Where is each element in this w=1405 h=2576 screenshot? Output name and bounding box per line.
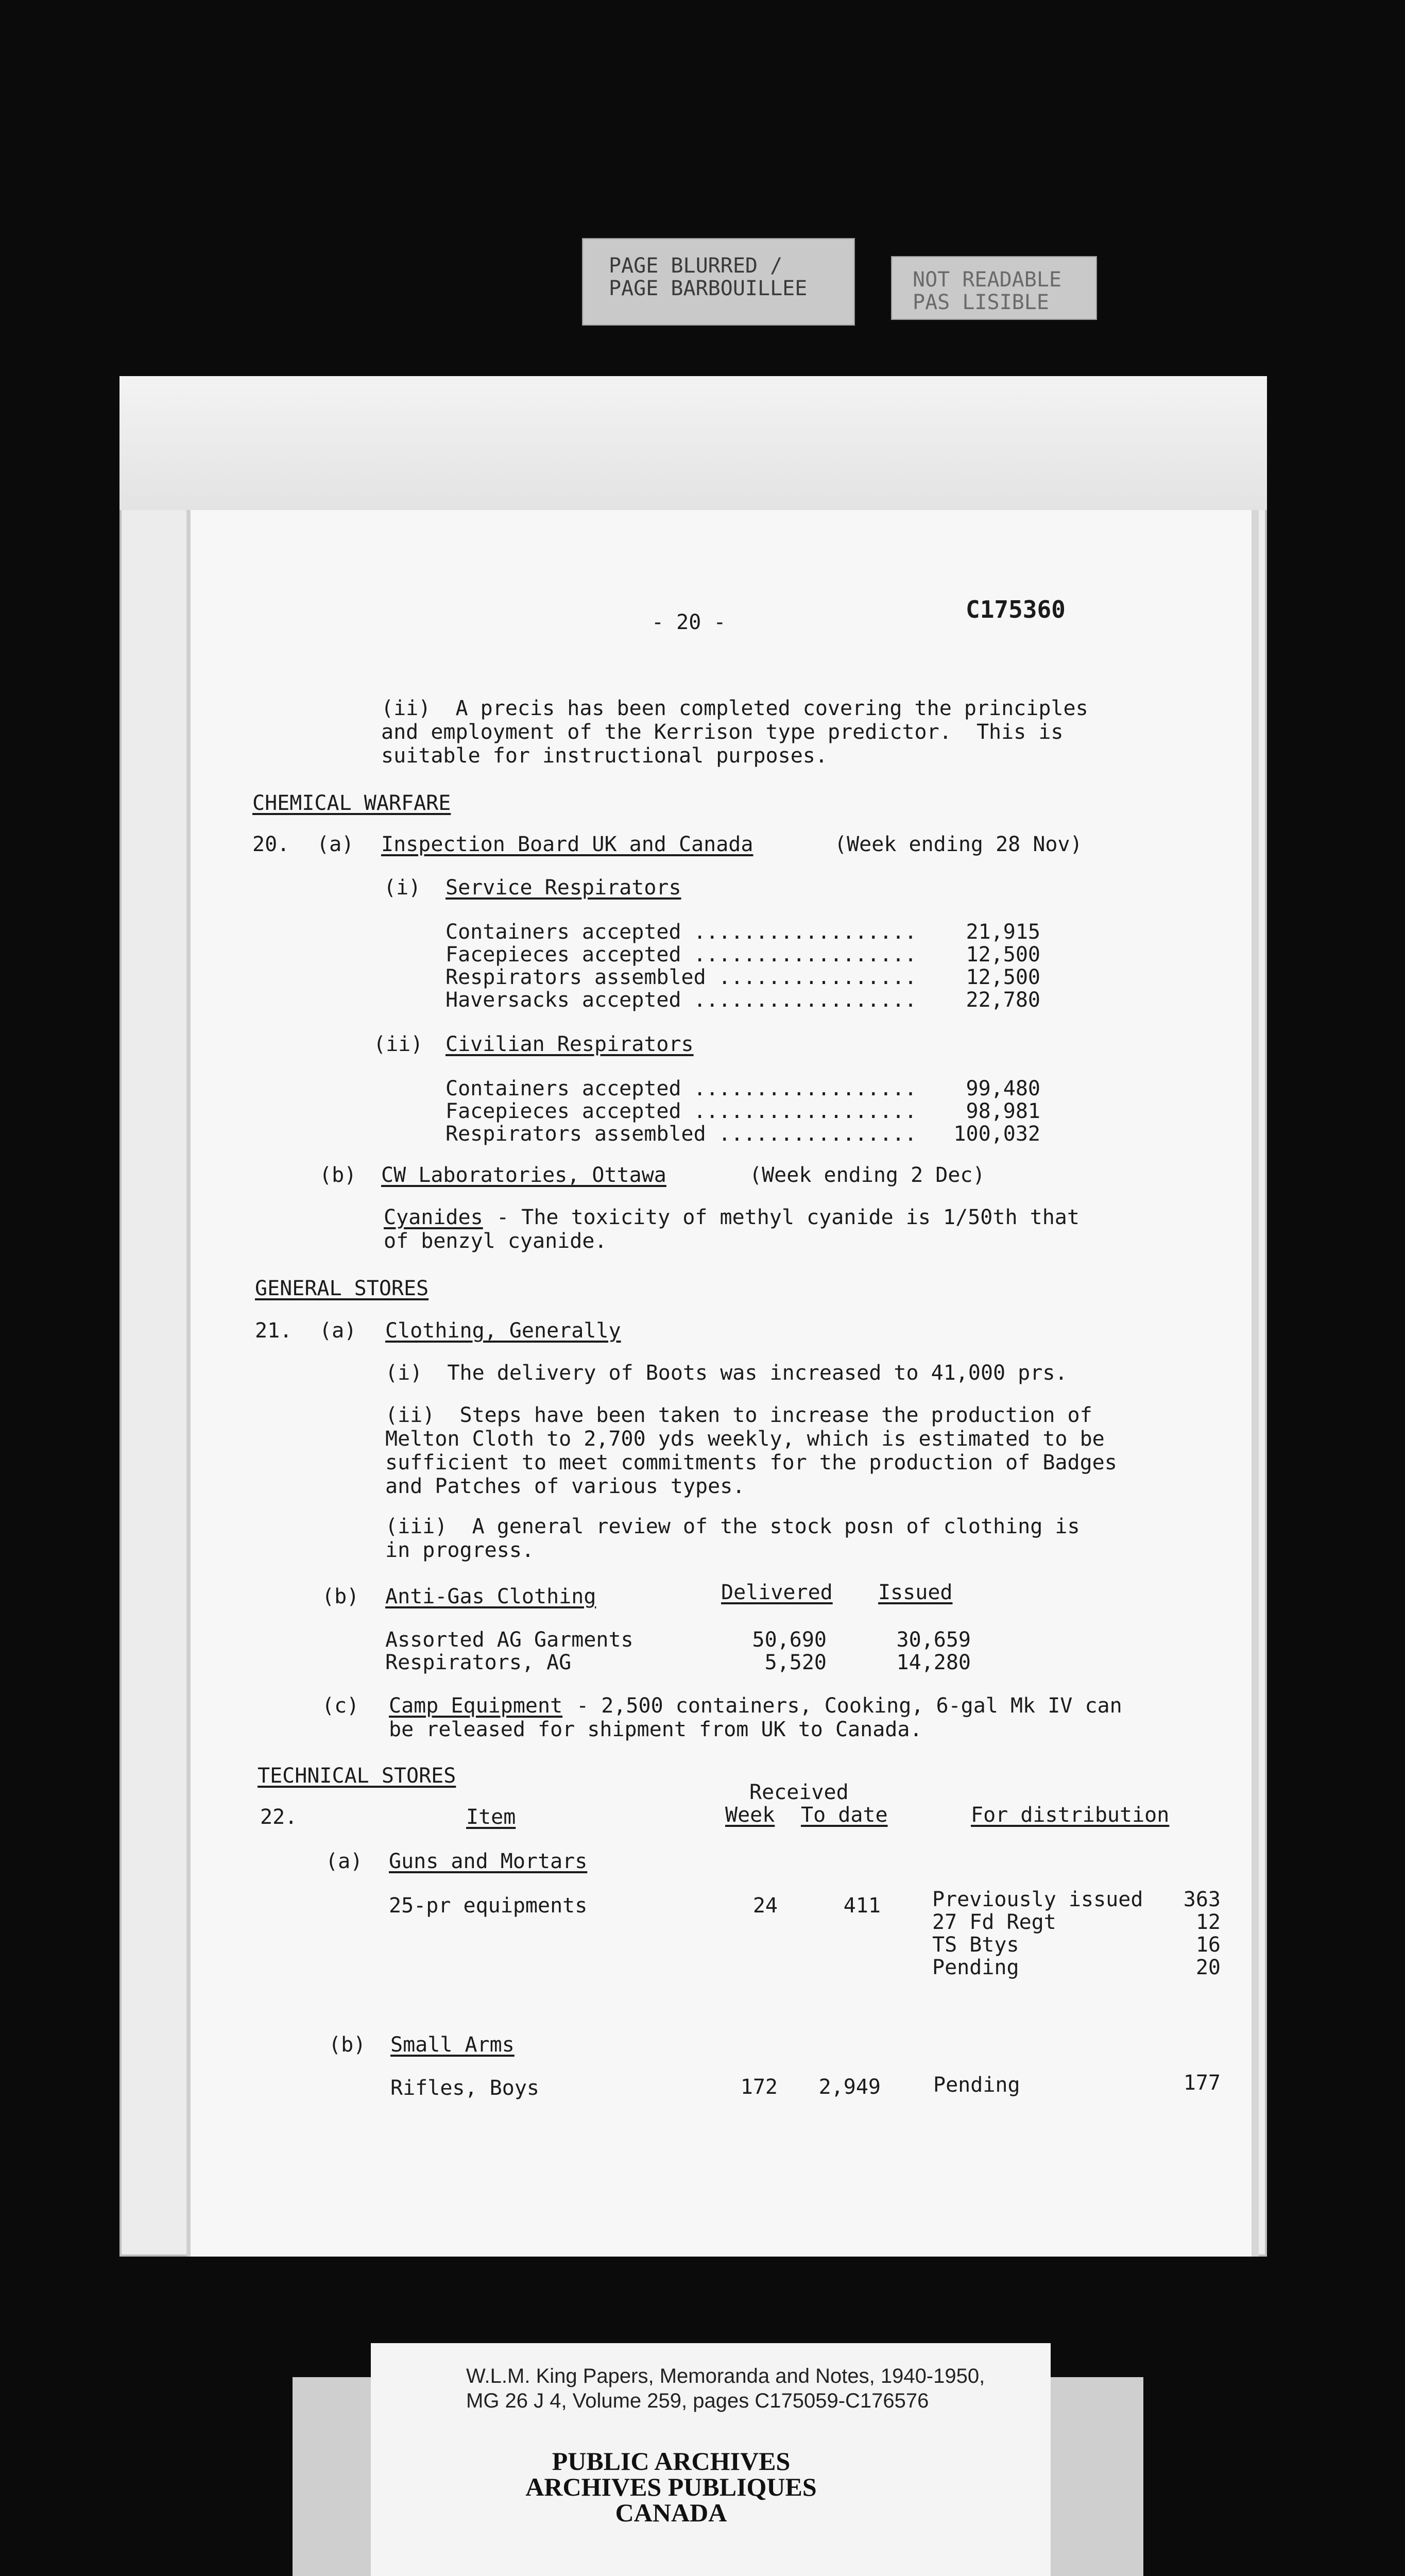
melton-cloth-line-4: and Patches of various types. — [385, 1475, 745, 1498]
item-20-b-label: (b) — [319, 1163, 357, 1187]
distribution-column-header: For distribution — [971, 1803, 1170, 1827]
anti-gas-row-item: Assorted AG Garments — [385, 1628, 633, 1652]
camp-equipment-text-2: be released for shipment from UK to Canada. — [389, 1718, 922, 1741]
item-column-header: Item — [466, 1805, 516, 1829]
civilian-row-label: Containers accepted .................. — [446, 1077, 917, 1100]
civilian-row-label: Facepieces accepted .................. — [446, 1099, 917, 1123]
service-row-label: Containers accepted .................. — [446, 920, 917, 944]
stock-review-line-2: in progress. — [385, 1538, 534, 1562]
guns-distribution-label: Pending — [932, 1956, 1019, 1979]
rifles-week: 172 — [740, 2075, 778, 2099]
boots-paragraph: (i) The delivery of Boots was increased to 41,000 prs. — [385, 1361, 1068, 1385]
page-number: - 20 - — [652, 611, 726, 634]
inspection-board-title: Inspection Board UK and Canada — [381, 833, 753, 856]
guns-distribution-value: 12 — [1195, 1910, 1221, 1934]
melton-cloth-line-2: Melton Cloth to 2,700 yds weekly, which is estimated to be — [385, 1427, 1105, 1451]
guns-distribution-label: 27 Fd Regt — [932, 1910, 1056, 1934]
anti-gas-row-delivered: 5,520 — [764, 1651, 827, 1674]
issued-column-header: Issued — [878, 1581, 953, 1604]
service-row-label: Facepieces accepted .................. — [446, 943, 917, 967]
service-respirators-title: Service Respirators — [446, 876, 681, 900]
not-readable-en: NOT READABLE — [913, 268, 1061, 292]
service-row-value: 21,915 — [966, 920, 1040, 944]
guns-item: 25-pr equipments — [389, 1894, 588, 1918]
item-22-b-label: (b) — [329, 2033, 366, 2057]
melton-cloth-line-1: (ii) Steps have been taken to increase the production of — [385, 1403, 1092, 1427]
guns-to-date: 411 — [843, 1894, 881, 1918]
page-blurred-en: PAGE BLURRED / — [609, 254, 783, 278]
citation-line-2: MG 26 J 4, Volume 259, pages C175059-C176576 — [466, 2389, 929, 2412]
anti-gas-row-issued: 14,280 — [896, 1651, 971, 1674]
to-date-column-header: To date — [801, 1803, 888, 1827]
citation-line-1: W.L.M. King Papers, Memoranda and Notes, 1940-1950, — [466, 2365, 985, 2387]
footer-right-frame — [1046, 2377, 1143, 2576]
delivered-column-header: Delivered — [721, 1581, 833, 1604]
received-column-header: Received — [749, 1781, 849, 1804]
cyanides-text-2: of benzyl cyanide. — [384, 1229, 607, 1253]
cyanides-text-1: - The toxicity of methyl cyanide is 1/50th that — [484, 1206, 1080, 1229]
service-row-label: Respirators assembled ................ — [446, 965, 917, 989]
guns-distribution-label: TS Btys — [932, 1933, 1019, 1957]
cw-laboratories-week: (Week ending 2 Dec) — [749, 1163, 985, 1187]
civilian-respirators-title: Civilian Respirators — [446, 1032, 694, 1056]
service-respirators-label: (i) — [384, 876, 421, 900]
rifles-item: Rifles, Boys — [390, 2076, 539, 2100]
civilian-row-value: 98,981 — [966, 1099, 1040, 1123]
item-21-number: 21. — [255, 1319, 293, 1343]
stock-review-line-1: (iii) A general review of the stock posn of clothing is — [385, 1515, 1080, 1538]
anti-gas-row-delivered: 50,690 — [752, 1628, 827, 1652]
anti-gas-row-item: Respirators, AG — [385, 1651, 572, 1674]
rifles-to-date: 2,949 — [818, 2075, 881, 2099]
item-20-a-label: (a) — [317, 833, 354, 856]
inspection-week: (Week ending 28 Nov) — [834, 833, 1083, 856]
item-21-c-label: (c) — [322, 1694, 359, 1718]
intro-line-2: and employment of the Kerrison type predictor. This is — [381, 720, 1064, 744]
page-blurred-fr: PAGE BARBOUILLEE — [609, 277, 808, 300]
guns-distribution-value: 363 — [1183, 1888, 1221, 1911]
camp-equipment-title: Camp Equipment — [389, 1694, 563, 1718]
page-fold — [119, 376, 1267, 510]
public-archives-fr: ARCHIVES PUBLIQUES — [525, 2472, 817, 2501]
item-20-number: 20. — [252, 833, 290, 856]
intro-line-3: suitable for instructional purposes. — [381, 744, 828, 768]
page-blurred-notice — [582, 238, 855, 326]
guns-week: 24 — [752, 1894, 778, 1918]
civilian-row-label: Respirators assembled ................ — [446, 1122, 917, 1146]
not-readable-fr: PAS LISIBLE — [913, 291, 1049, 314]
guns-distribution-value: 16 — [1195, 1933, 1221, 1957]
public-archives-en: PUBLIC ARCHIVES — [552, 2447, 791, 2476]
rifles-distribution-label: Pending — [933, 2073, 1020, 2097]
cyanides-title: Cyanides — [384, 1206, 483, 1229]
public-archives-country: CANADA — [615, 2498, 727, 2527]
item-22-a-label: (a) — [325, 1850, 363, 1873]
service-row-value: 12,500 — [966, 965, 1040, 989]
not-readable-notice — [891, 256, 1097, 320]
civilian-row-value: 100,032 — [953, 1122, 1040, 1146]
civilian-respirators-label: (ii) — [373, 1032, 423, 1056]
rifles-distribution-value: 177 — [1183, 2071, 1221, 2095]
anti-gas-row-issued: 30,659 — [896, 1628, 971, 1652]
reference-number: C175360 — [966, 596, 1066, 623]
item-21-b-label: (b) — [322, 1585, 359, 1608]
guns-distribution-label: Previously issued — [932, 1888, 1143, 1911]
service-row-value: 12,500 — [966, 943, 1040, 967]
camp-equipment-text-1: - 2,500 containers, Cooking, 6-gal Mk IV can — [564, 1694, 1122, 1718]
cw-laboratories-title: CW Laboratories, Ottawa — [381, 1163, 666, 1187]
civilian-row-value: 99,480 — [966, 1077, 1040, 1100]
technical-stores-heading: TECHNICAL STORES — [258, 1764, 456, 1788]
melton-cloth-line-3: sufficient to meet commitments for the production of Badges — [385, 1451, 1117, 1475]
anti-gas-clothing-title: Anti-Gas Clothing — [385, 1585, 596, 1608]
clothing-generally-title: Clothing, Generally — [385, 1319, 621, 1343]
intro-line-1: (ii) A precis has been completed covering the principles — [381, 697, 1088, 720]
item-22-number: 22. — [260, 1805, 298, 1829]
document-page — [119, 376, 1267, 2257]
small-arms-title: Small Arms — [390, 2033, 515, 2057]
guns-and-mortars-title: Guns and Mortars — [389, 1850, 588, 1873]
chemical-warfare-heading: CHEMICAL WARFARE — [252, 791, 451, 815]
service-row-value: 22,780 — [966, 988, 1040, 1012]
item-21-a-label: (a) — [319, 1319, 357, 1343]
general-stores-heading: GENERAL STORES — [255, 1277, 429, 1300]
service-row-label: Haversacks accepted .................. — [446, 988, 917, 1012]
guns-distribution-value: 20 — [1195, 1956, 1221, 1979]
week-column-header: Week — [725, 1803, 775, 1827]
